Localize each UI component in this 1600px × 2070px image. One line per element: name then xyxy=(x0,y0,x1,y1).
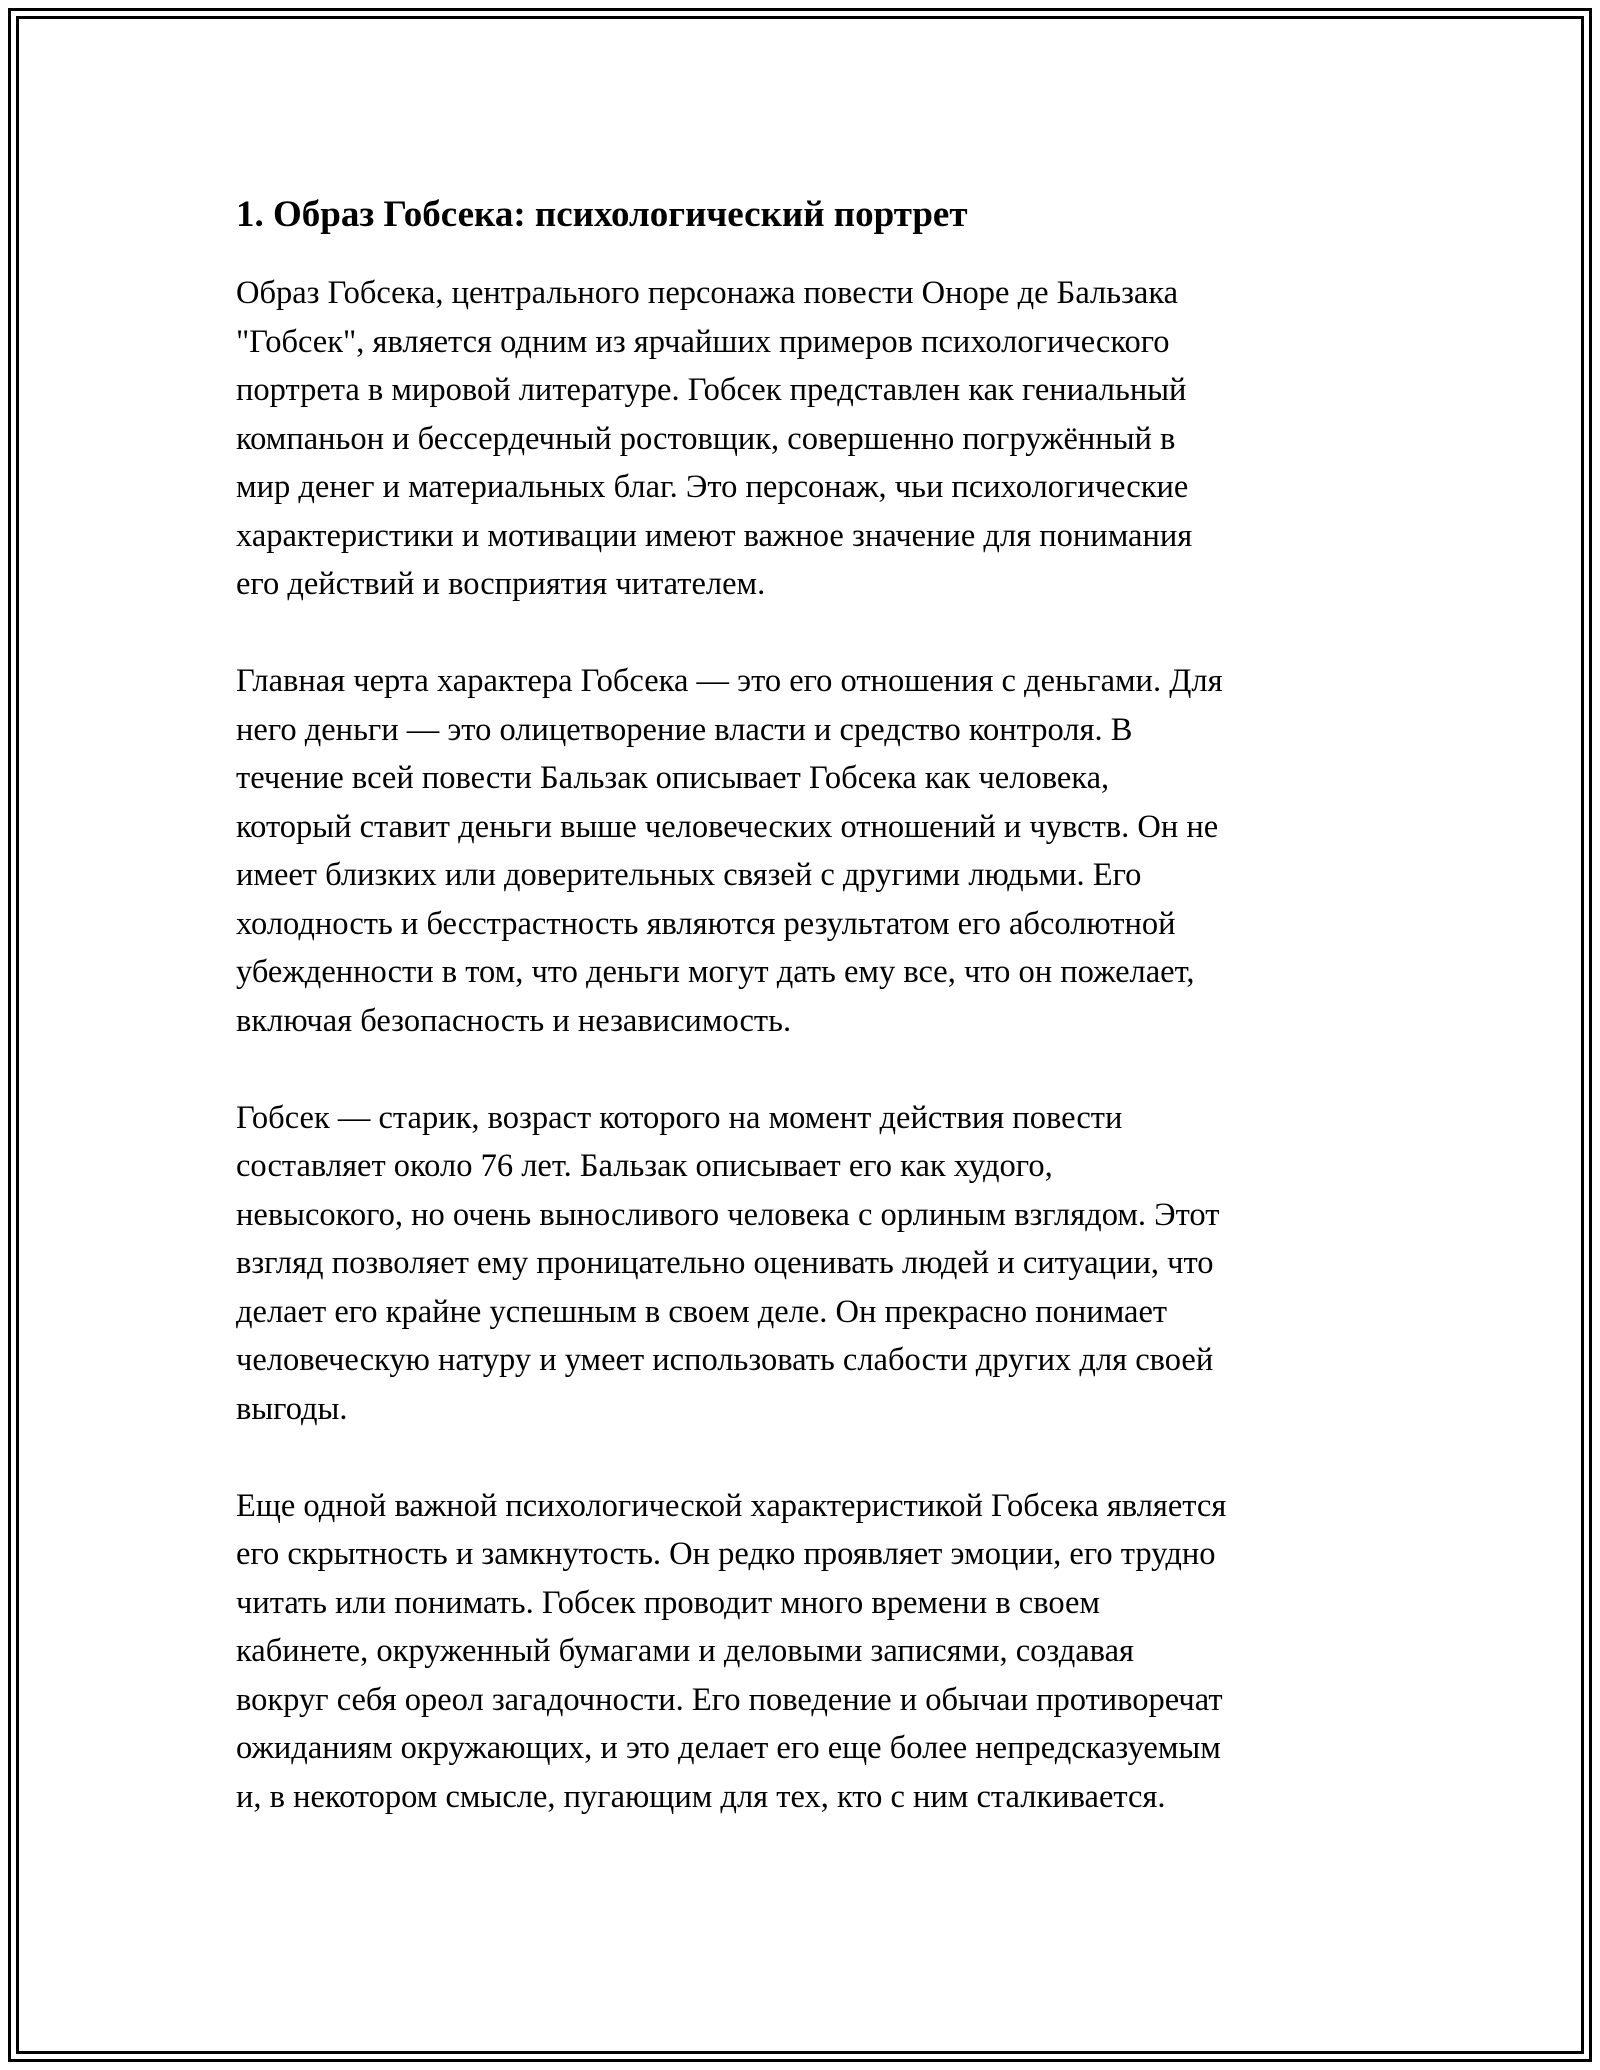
paragraph-line: компаньон и бессердечный ростовщик, совершенно погружённый в xyxy=(236,420,1176,457)
paragraph-line: его действий и восприятия читателем. xyxy=(236,566,766,602)
paragraph-line: его скрытность и замкнутость. Он редко проявляет эмоции, его трудно xyxy=(236,1536,1216,1572)
paragraph-line: человеческую натуру и умеет использовать слабости других для своей xyxy=(236,1342,1214,1378)
document-body xyxy=(236,186,1416,1870)
paragraph-line: и, в некотором смысле, пугающим для тех, кто с ним сталкивается. xyxy=(236,1778,1166,1815)
paragraph-line: читать или понимать. Гобсек проводит много времени в своем xyxy=(236,1584,1100,1621)
paragraph-line: убежденности в том, что деньги могут дать ему все, что он пожелает, xyxy=(236,954,1195,990)
paragraph-line: взгляд позволяет ему проницательно оценивать людей и ситуации, что xyxy=(236,1245,1214,1281)
paragraph-line: делает его крайне успешным в своем деле. Он прекрасно понимает xyxy=(236,1293,1168,1330)
paragraph-line: портрета в мировой литературе. Гобсек представлен как гениальный xyxy=(236,372,1187,408)
paragraph-line: ожиданиям окружающих, и это делает его еще более непредсказуемым xyxy=(236,1730,1221,1766)
paragraph-line: вокруг себя ореол загадочности. Его поведение и обычаи противоречат xyxy=(236,1681,1223,1718)
paragraph-line: Еще одной важной психологической характеристикой Гобсека является xyxy=(236,1487,1227,1524)
paragraph-1 xyxy=(236,269,1416,609)
paragraph-line: Главная черта характера Гобсека — это его отношения с деньгами. Для xyxy=(236,663,1223,699)
paragraph-line: кабинете, окруженный бумагами и деловыми записями, создавая xyxy=(236,1633,1134,1669)
paragraph-line: мир денег и материальных благ. Это персонаж, чьи психологические xyxy=(236,469,1189,505)
paragraph-line: Образ Гобсека, центрального персонажа повести Оноре де Бальзака xyxy=(236,275,1179,311)
paragraph-4 xyxy=(236,1482,1416,1822)
section-heading: 1. Образ Гобсека: психологический портрет xyxy=(236,194,968,235)
paragraph-line: него деньги — это олицетворение власти и средство контроля. В xyxy=(236,711,1133,748)
paragraph-3 xyxy=(236,1094,1416,1434)
paragraph-line: который ставит деньги выше человеческих отношений и чувств. Он не xyxy=(236,808,1219,845)
paragraph-line: включая безопасность и независимость. xyxy=(236,1002,792,1039)
paragraph-line: "Гобсек", является одним из ярчайших примеров психологического xyxy=(236,323,1170,360)
paragraph-line: составляет около 76 лет. Бальзак описывает его как худого, xyxy=(236,1148,1053,1184)
paragraph-line: Гобсек — старик, возраст которого на момент действия повести xyxy=(236,1099,1123,1136)
paragraph-line: холодность и бесстрастность являются результатом его абсолютной xyxy=(236,905,1176,942)
paragraph-line: течение всей повести Бальзак описывает Гобсека как человека, xyxy=(236,760,1110,796)
paragraph-line: невысокого, но очень выносливого человека с орлиным взглядом. Этот xyxy=(236,1196,1220,1233)
paragraph-2 xyxy=(236,657,1416,1045)
paragraph-line: имеет близких или доверительных связей с другими людьми. Его xyxy=(236,857,1142,893)
paragraph-line: выгоды. xyxy=(236,1390,348,1427)
paragraph-line: характеристики и мотивации имеют важное значение для понимания xyxy=(236,517,1193,554)
